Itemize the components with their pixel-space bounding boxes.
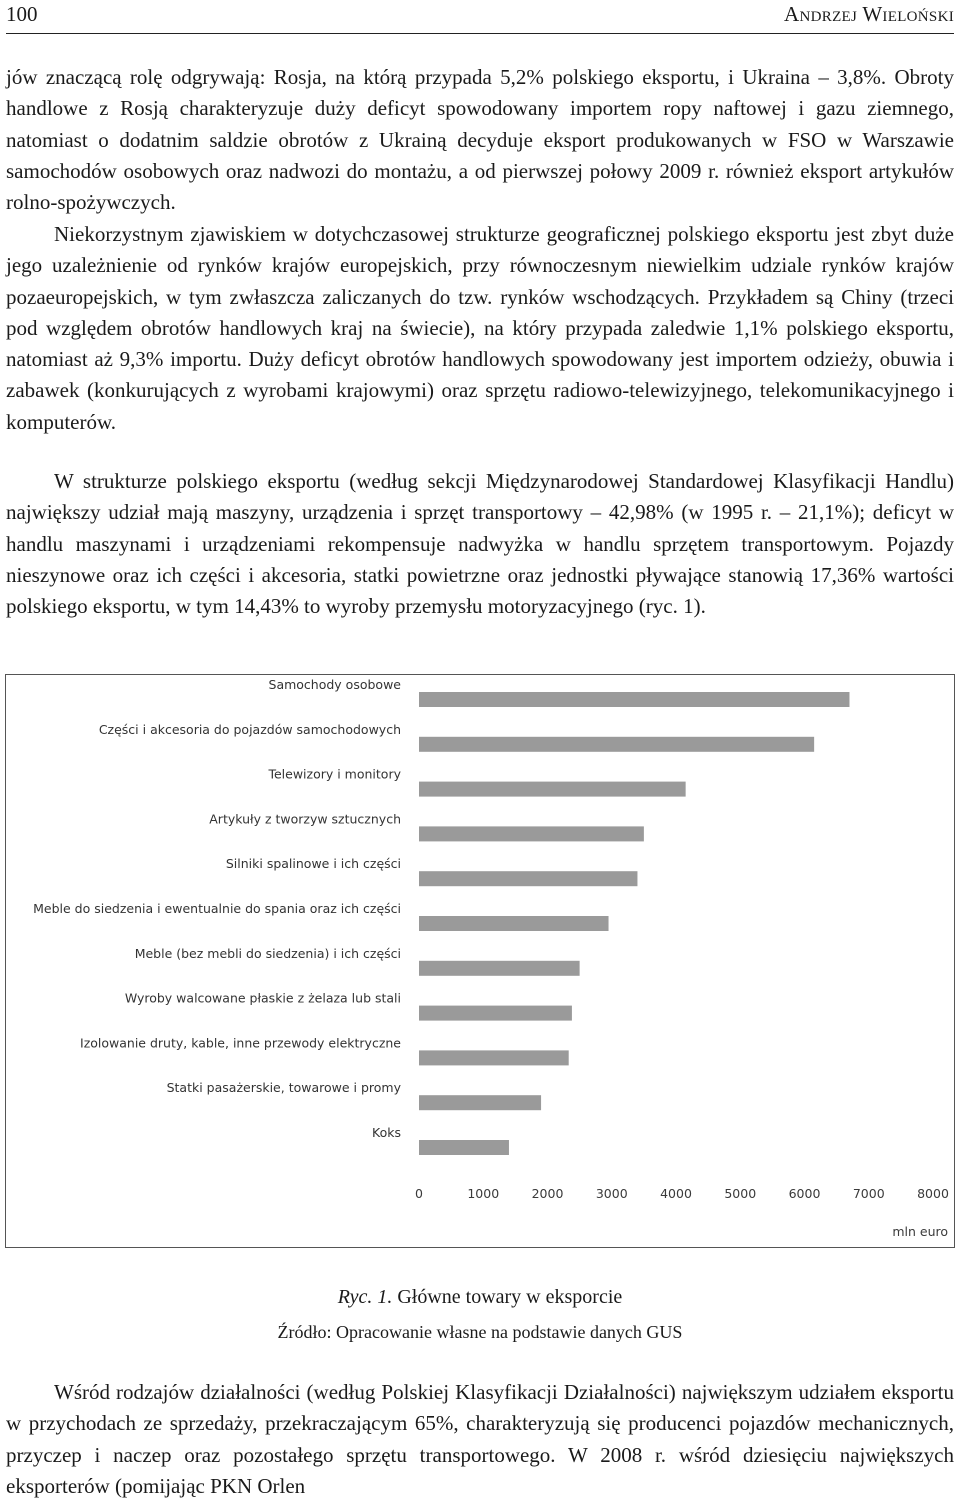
category-label: Samochody osobowe [268,677,401,692]
category-label: Telewizory i monitory [268,766,401,782]
category-label: Meble (bez mebli do siedzenia) i ich części [134,945,401,961]
x-tick-label: 1000 [467,1186,500,1201]
bar [419,1006,572,1021]
paragraph-1: jów znaczącą rolę odgrywają: Rosja, na którą przypada 5,2% polskiego eksportu, i Ukraina – 3,8%. Obroty handlowe z Rosją charakteryzuje duży deficyt spowodowany importem ropy naftowej i gazu ziemnego, natomiast o dodatnim saldzie obrotów z Ukrainą decyduje eksport produkowanych w FSO w Warszawie samochodów osobowych oraz nadwozi do montażu, a od pierwszej połowy 2009 r. również eksport artykułów rolno-spożywczych. [6,65,954,215]
bar [419,782,686,797]
category-label: Części i akcesoria do pojazdów samochodowych [98,721,401,737]
paragraph-4 [6,1377,954,1502]
category-label: Wyroby walcowane płaskie z żelaza lub stali [124,990,401,1006]
category-label: Koks [372,1125,401,1140]
x-tick-label: 6000 [788,1186,821,1201]
paragraph-3 [6,466,954,622]
category-label: Artykuły z tworzyw sztucznych [209,811,401,827]
x-tick-label: 0 [415,1186,423,1201]
category-label: Statki pasażerskie, towarowe i promy [166,1080,401,1096]
x-tick-label: 8000 [917,1186,949,1201]
x-tick-label: 2000 [531,1186,564,1201]
bar [419,1050,569,1065]
bar [419,1095,541,1110]
paragraph-4-text: Wśród rodzajów działalności (według Polskiej Klasyfikacji Działalności) największym udziałem eksportu w przychodach ze sprzedaży, przekraczającym 65%, charakteryzują się producenci pojazdów mechanicznych, przyczep i naczep oraz pozostałego sprzętu transportowego. W 2008 r. wśród dziesięciu największych eksporterów (pomijając PKN Orlen [6,1380,954,1498]
figure-caption [0,1286,960,1309]
paragraph-3-text: W strukturze polskiego eksportu (według sekcji Międzynarodowej Standardowej Klasyfikacji Handlu) największy udział mają maszyny, urządzenia i sprzęt transportowy – 42,98% (w 1995 r. – 21,1%); deficyt w handlu maszynami i urządzeniami rekompensuje nadwyżka w handlu sprzętem transportowym. Pojazdy nieszynowe oraz ich części i akcesoria, statki powietrzne oraz jednostki pływające stanowią 17,36% wartości polskiego eksportu, w tym 14,43% to wyroby przemysłu motoryzacyjnego (ryc. 1). [6,469,954,619]
paragraph-2 [6,219,954,438]
bar-chart [6,675,954,1247]
bar [419,961,580,976]
category-label: Meble do siedzenia i ewentualnie do spania oraz ich części [33,901,401,916]
category-label: Silniki spalinowe i ich części [225,856,401,872]
caption-text: Główne towary w eksporcie [392,1286,623,1308]
bar [419,871,637,886]
bar [419,916,609,931]
x-tick-label: 5000 [724,1186,757,1201]
page-header [6,0,954,34]
x-tick-label: 7000 [852,1186,885,1201]
bar [419,692,849,707]
paragraph-2-text: Niekorzystnym zjawiskiem w dotychczasowej strukturze geograficznej polskiego eksportu jest zbyt duże jego uzależnienie od rynków krajów europejskich, przy równoczesnym niewielkim udziale rynków krajów pozaeuropejskich, w tym zwłaszcza zaliczanych do tzw. rynków wschodzących. Przykładem są Chiny (trzeci pod względem obrotów handlowych kraj na świecie), na który przypada zaledwie 1,1% polskiego eksportu, natomiast aż 9,3% importu. Duży deficyt obrotów handlowych spowodowany jest importem odzieży, obuwia i zabawek (konkurujących z wyrobami krajowymi) oraz sprzętu radiowo-telewizyjnego, telekomunikacyjnego i komputerów. [6,222,954,434]
x-axis-label: mln euro [892,1224,948,1239]
bar [419,737,814,752]
running-author: Andrzej Wieloński [784,2,954,26]
bar [419,826,644,841]
category-label: Izolowanie druty, kable, inne przewody elektryczne [80,1035,401,1051]
figure-chart-frame [5,674,955,1248]
bar [419,1140,509,1155]
x-tick-label: 3000 [595,1186,628,1201]
page-number: 100 [6,2,38,26]
figure-source: Źródło: Opracowanie własne na podstawie danych GUS [277,1322,683,1342]
x-tick-label: 4000 [660,1186,692,1201]
caption-label: Ryc. 1. [337,1286,393,1308]
